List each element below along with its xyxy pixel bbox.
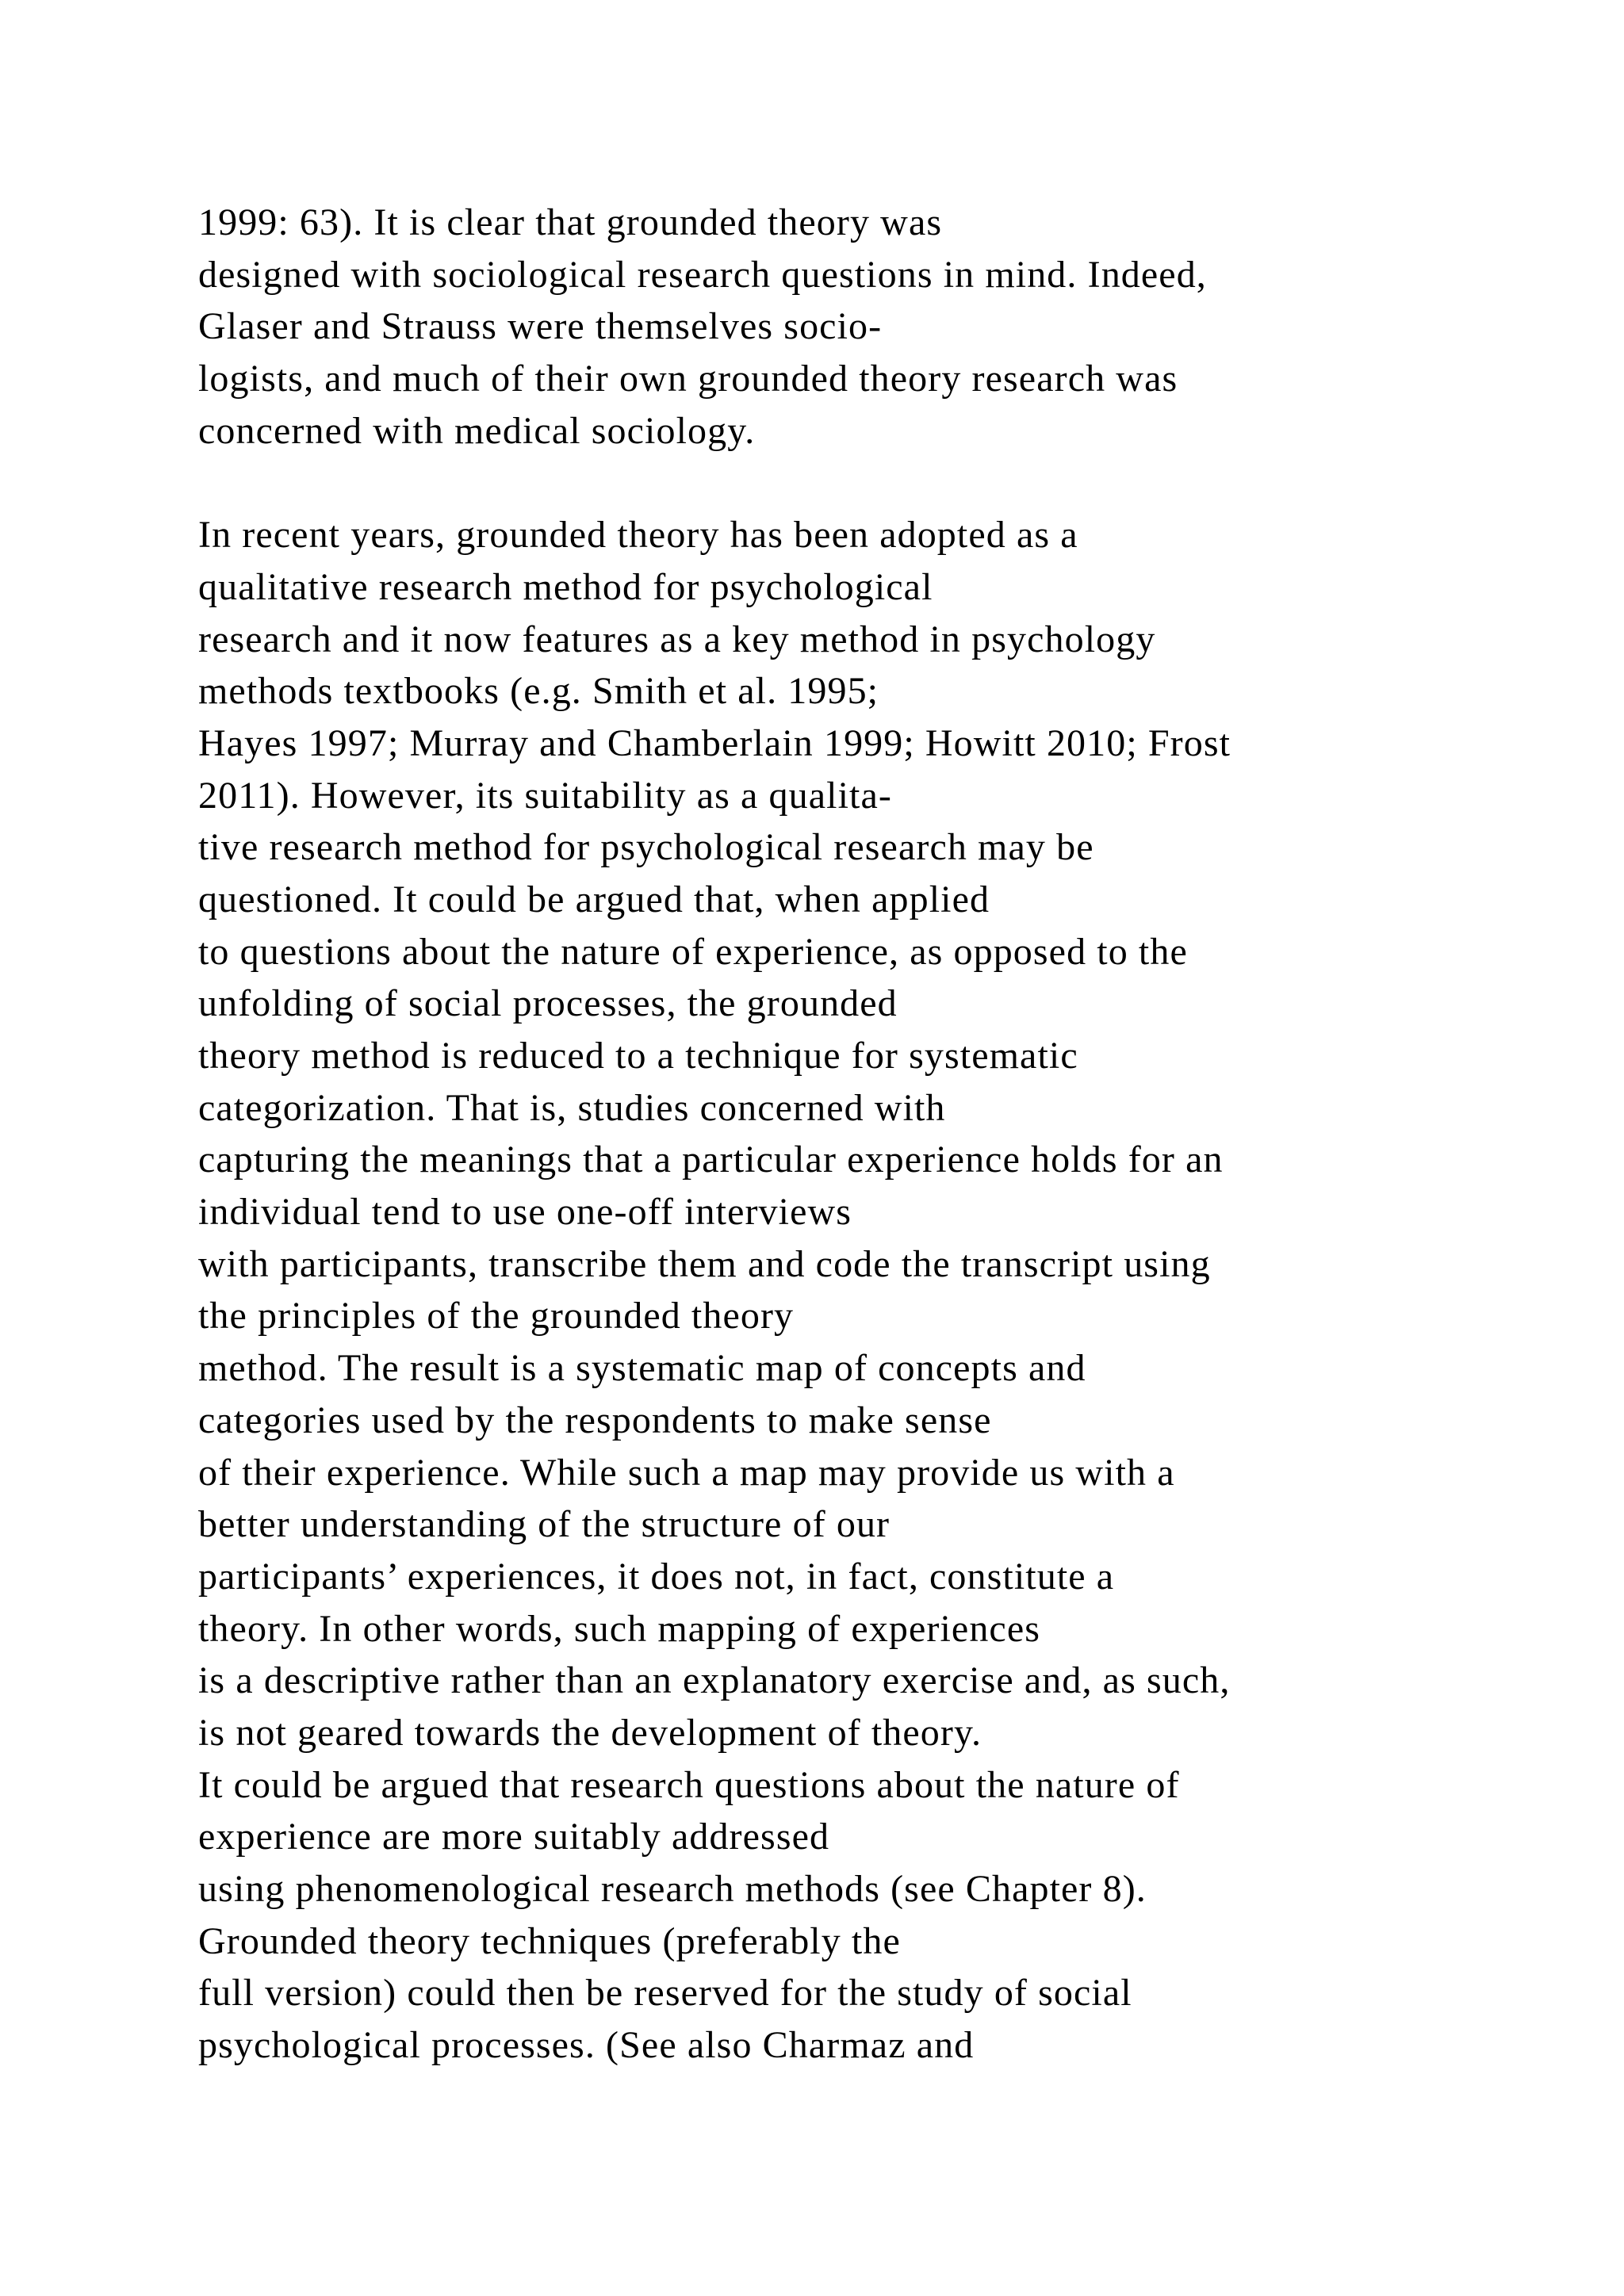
text-line: Grounded theory techniques (preferably the [198,1919,901,1962]
text-line: research and it now features as a key method in psychology [198,618,1156,660]
text-line: to questions about the nature of experience, as opposed to the [198,930,1188,973]
text-line: participants’ experiences, it does not, in fact, constitute a [198,1555,1115,1598]
text-line: logists, and much of their own grounded theory research was [198,358,1178,400]
text-line: unfolding of social processes, the grounded [198,982,898,1025]
text-line: questioned. It could be argued that, when applied [198,878,990,920]
text-line: 2011). However, its suitability as a qualita- [198,774,892,817]
text-line: qualitative research method for psychological [198,565,933,608]
text-line: theory. In other words, such mapping of experiences [198,1607,1041,1650]
text-line: Hayes 1997; Murray and Chamberlain 1999; Howitt 2010; Frost [198,721,1231,764]
text-line: capturing the meanings that a particular experience holds for an [198,1138,1224,1181]
text-line: 1999: 63). It is clear that grounded theory was [198,201,943,243]
text-line: It could be argued that research questions about the nature of [198,1763,1180,1806]
text-line: methods textbooks (e.g. Smith et al. 1995; [198,670,879,713]
text-line: method. The result is a systematic map of concepts and [198,1347,1086,1390]
text-line: individual tend to use one-off interviews [198,1191,852,1234]
text-line: full version) could then be reserved for the study of social [198,1972,1132,2015]
paragraph-spacer [198,457,1507,509]
paragraph-2 [198,509,1507,2072]
text-line: theory method is reduced to a technique for systematic [198,1035,1078,1077]
text-line: of their experience. While such a map may provide us with a [198,1451,1175,1494]
text-line: with participants, transcribe them and code the transcript using [198,1242,1211,1285]
text-line: tive research method for psychological research may be [198,826,1094,869]
text-line: psychological processes. (See also Charmaz and [198,2024,975,2067]
text-line: experience are more suitably addressed [198,1816,830,1858]
text-line: the principles of the grounded theory [198,1295,795,1337]
text-line: designed with sociological research questions in mind. Indeed, [198,253,1207,296]
text-line: is a descriptive rather than an explanatory exercise and, as such, [198,1659,1231,1702]
text-line: using phenomenological research methods (see Chapter 8). [198,1868,1147,1910]
text-line: better understanding of the structure of our [198,1503,891,1546]
text-line: is not geared towards the development of theory. [198,1711,982,1754]
body-text [198,197,1507,2072]
text-line: In recent years, grounded theory has been adopted as a [198,514,1078,557]
text-line: Glaser and Strauss were themselves socio- [198,305,883,348]
text-line: concerned with medical sociology. [198,409,756,452]
text-line: categories used by the respondents to make sense [198,1399,992,1441]
paragraph-1 [198,197,1507,457]
text-line: categorization. That is, studies concerned with [198,1086,946,1129]
